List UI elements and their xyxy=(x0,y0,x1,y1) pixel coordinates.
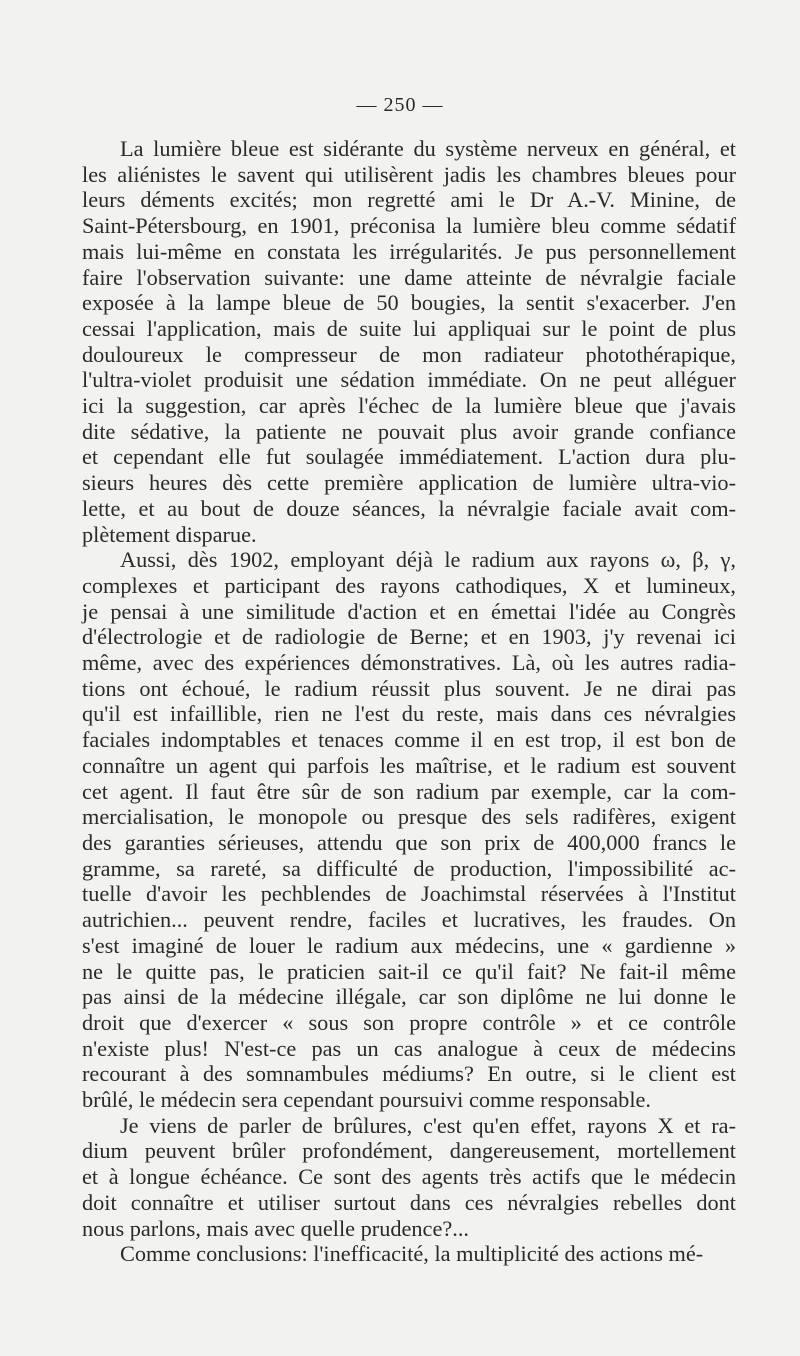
text-line: autrichien... peuvent rendre, faciles et lucratives, les fraudes. On xyxy=(82,907,736,933)
text-line: dium peuvent brûler profondément, dangereusement, mortellement xyxy=(82,1138,736,1164)
text-line: nous parlons, mais avec quelle prudence?... xyxy=(82,1215,469,1241)
text-line: dite sédative, la patiente ne pouvait plus avoir grande confiance xyxy=(82,418,736,444)
text-line: qu'il est infaillible, rien ne l'est du reste, mais dans ces névralgies xyxy=(82,701,736,727)
text-line: recourant à des somnambules médiums? En outre, si le client est xyxy=(82,1061,736,1087)
text-line: faire l'observation suivante: une dame atteinte de névralgie faciale xyxy=(82,264,736,290)
text-line: plètement disparue. xyxy=(82,521,257,547)
text-line: droit que d'exercer « sous son propre contrôle » et ce contrôle xyxy=(82,1009,736,1035)
text-line: mercialisation, le monopole ou presque des sels radifères, exigent xyxy=(82,804,736,830)
text-line: s'est imaginé de louer le radium aux médecins, une « gardienne » xyxy=(82,932,736,958)
text-line: Comme conclusions: l'inefficacité, la multiplicité des actions mé- xyxy=(120,1241,704,1267)
body-text xyxy=(82,136,736,1267)
text-line: sieurs heures dès cette première application de lumière ultra-vio- xyxy=(82,470,736,496)
text-line: ici la suggestion, car après l'échec de la lumière bleue que j'avais xyxy=(82,393,736,419)
text-line: des garanties sérieuses, attendu que son prix de 400,000 francs le xyxy=(82,829,736,855)
text-line: brûlé, le médecin sera cependant poursuivi comme responsable. xyxy=(82,1087,651,1113)
text-line: exposée à la lampe bleue de 50 bougies, la sentit s'exacerber. J'en xyxy=(82,290,736,316)
text-line: et cependant elle fut soulagée immédiatement. L'action dura plu- xyxy=(82,444,736,470)
paragraph xyxy=(82,547,736,1112)
text-line: tions ont échoué, le radium réussit plus souvent. Je ne dirai pas xyxy=(82,675,736,701)
text-line: douloureux le compresseur de mon radiateur photothérapique, xyxy=(82,341,736,367)
text-line: gramme, sa rareté, sa difficulté de production, l'impossibilité ac- xyxy=(82,855,736,881)
text-line: je pensai à une similitude d'action et en émettai l'idée au Congrès xyxy=(82,598,736,624)
paragraph xyxy=(82,136,736,547)
text-line: les aliénistes le savent qui utilisèrent jadis les chambres bleues pour xyxy=(82,161,736,187)
text-line: cet agent. Il faut être sûr de son radium par exemple, car la com- xyxy=(82,778,736,804)
text-line: connaître un agent qui parfois les maîtrise, et le radium est souvent xyxy=(82,752,736,778)
text-line: ne le quitte pas, le praticien sait-il ce qu'il fait? Ne fait-il même xyxy=(82,958,736,984)
text-line: Aussi, dès 1902, employant déjà le radium aux rayons ω, β, γ, xyxy=(120,547,736,573)
text-line: Je viens de parler de brûlures, c'est qu'en effet, rayons X et ra- xyxy=(120,1112,736,1138)
text-line: Saint-Pétersbourg, en 1901, préconisa la lumière bleu comme sédatif xyxy=(82,213,736,239)
text-line: l'ultra-violet produisit une sédation immédiate. On ne peut alléguer xyxy=(82,367,736,393)
text-line: La lumière bleue est sidérante du système nerveux en général, et xyxy=(120,136,736,161)
text-line: faciales indomptables et tenaces comme il en est trop, il est bon de xyxy=(82,727,736,753)
page-number: — 250 — xyxy=(356,94,444,116)
paragraph xyxy=(82,1241,736,1267)
text-line: d'électrologie et de radiologie de Berne; et en 1903, j'y revenai ici xyxy=(82,624,736,650)
paragraph xyxy=(82,1113,736,1242)
text-line: complexes et participant des rayons cathodiques, X et lumineux, xyxy=(82,572,736,598)
text-line: leurs déments excités; mon regretté ami le Dr A.-V. Minine, de xyxy=(82,187,736,213)
text-line: pas ainsi de la médecine illégale, car son diplôme ne lui donne le xyxy=(82,984,736,1010)
text-line: et à longue échéance. Ce sont des agents très actifs que le médecin xyxy=(82,1164,736,1190)
text-line: tuelle d'avoir les pechblendes de Joachimstal réservées à l'Institut xyxy=(82,881,736,907)
text-line: cessai l'application, mais de suite lui appliquai sur le point de plus xyxy=(82,315,736,341)
text-line: lette, et au bout de douze séances, la névralgie faciale avait com- xyxy=(82,495,736,521)
text-line: mais lui-même en constata les irrégularités. Je pus personnellement xyxy=(82,238,736,264)
text-line: doit connaître et utiliser surtout dans ces névralgies rebelles dont xyxy=(82,1189,736,1215)
text-line: n'existe plus! N'est-ce pas un cas analogue à ceux de médecins xyxy=(82,1035,736,1061)
text-line: même, avec des expériences démonstratives. Là, où les autres radia- xyxy=(82,650,736,676)
